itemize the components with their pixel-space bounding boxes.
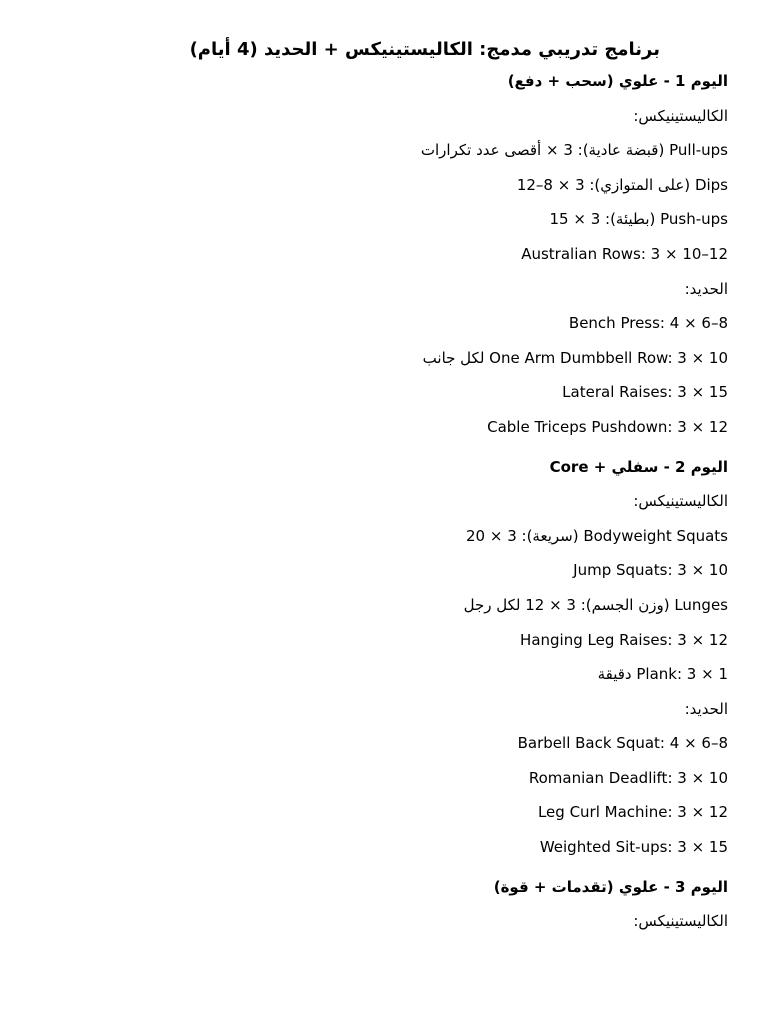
exercise-item: One Arm Dumbbell Row: 3 × 10 لكل جانب bbox=[422, 348, 728, 367]
day-heading-1: اليوم 1 - علوي (سحب + دفع) bbox=[507, 72, 728, 90]
group-weights-day-1 bbox=[40, 279, 728, 437]
day-section-1 bbox=[40, 71, 728, 437]
exercise-list bbox=[40, 140, 728, 264]
exercise-item: Lateral Raises: 3 × 15 bbox=[562, 383, 728, 402]
day-section-3 bbox=[40, 877, 728, 932]
day-section-2 bbox=[40, 457, 728, 858]
exercise-item: Barbell Back Squat: 4 × 6–8 bbox=[517, 734, 728, 753]
group-heading-calisthenics: الكاليستينيكس: bbox=[633, 912, 728, 931]
exercise-item: Pull-ups (قبضة عادية): 3 × أقصى عدد تكرارات bbox=[420, 141, 728, 160]
day-heading-3: اليوم 3 - علوي (تقدمات + قوة) bbox=[493, 877, 728, 896]
exercise-item: Bench Press: 4 × 6–8 bbox=[568, 314, 728, 333]
exercise-item: Hanging Leg Raises: 3 × 12 bbox=[520, 630, 728, 649]
exercise-item: Lunges (وزن الجسم): 3 × 12 لكل رجل bbox=[463, 595, 728, 614]
exercise-list bbox=[40, 313, 728, 437]
exercise-item: Cable Triceps Pushdown: 3 × 12 bbox=[487, 417, 728, 436]
exercise-item: Dips (على المتوازي): 3 × 8–12 bbox=[516, 175, 728, 194]
group-heading-weights: الحديد: bbox=[684, 279, 728, 298]
group-heading-calisthenics: الكاليستينيكس: bbox=[633, 492, 728, 511]
exercise-item: Leg Curl Machine: 3 × 12 bbox=[537, 803, 728, 822]
exercise-item: Push-ups (بطيئة): 3 × 15 bbox=[549, 210, 728, 229]
group-heading-weights: الحديد: bbox=[684, 699, 728, 718]
group-weights-day-2 bbox=[40, 699, 728, 857]
day-heading-2: اليوم 2 - سفلي + Core bbox=[549, 457, 728, 476]
page-title: برنامج تدريبي مدمج: الكاليستينيكس + الحديد (4 أيام) bbox=[189, 39, 660, 60]
group-calisthenics-day-3 bbox=[40, 911, 728, 931]
exercise-item: Weighted Sit-ups: 3 × 15 bbox=[539, 838, 728, 857]
group-calisthenics-day-2 bbox=[40, 491, 728, 684]
exercise-item: Plank: 3 × 1 دقيقة bbox=[597, 665, 728, 684]
exercise-item: Romanian Deadlift: 3 × 10 bbox=[528, 768, 728, 787]
exercise-item: Bodyweight Squats (سريعة): 3 × 20 bbox=[466, 526, 728, 545]
group-calisthenics-day-1 bbox=[40, 106, 728, 264]
exercise-item: Jump Squats: 3 × 10 bbox=[573, 561, 728, 580]
exercise-item: Australian Rows: 3 × 10–12 bbox=[521, 244, 728, 263]
exercise-list bbox=[40, 733, 728, 857]
group-heading-calisthenics: الكاليستينيكس: bbox=[633, 106, 728, 125]
exercise-list bbox=[40, 526, 728, 684]
